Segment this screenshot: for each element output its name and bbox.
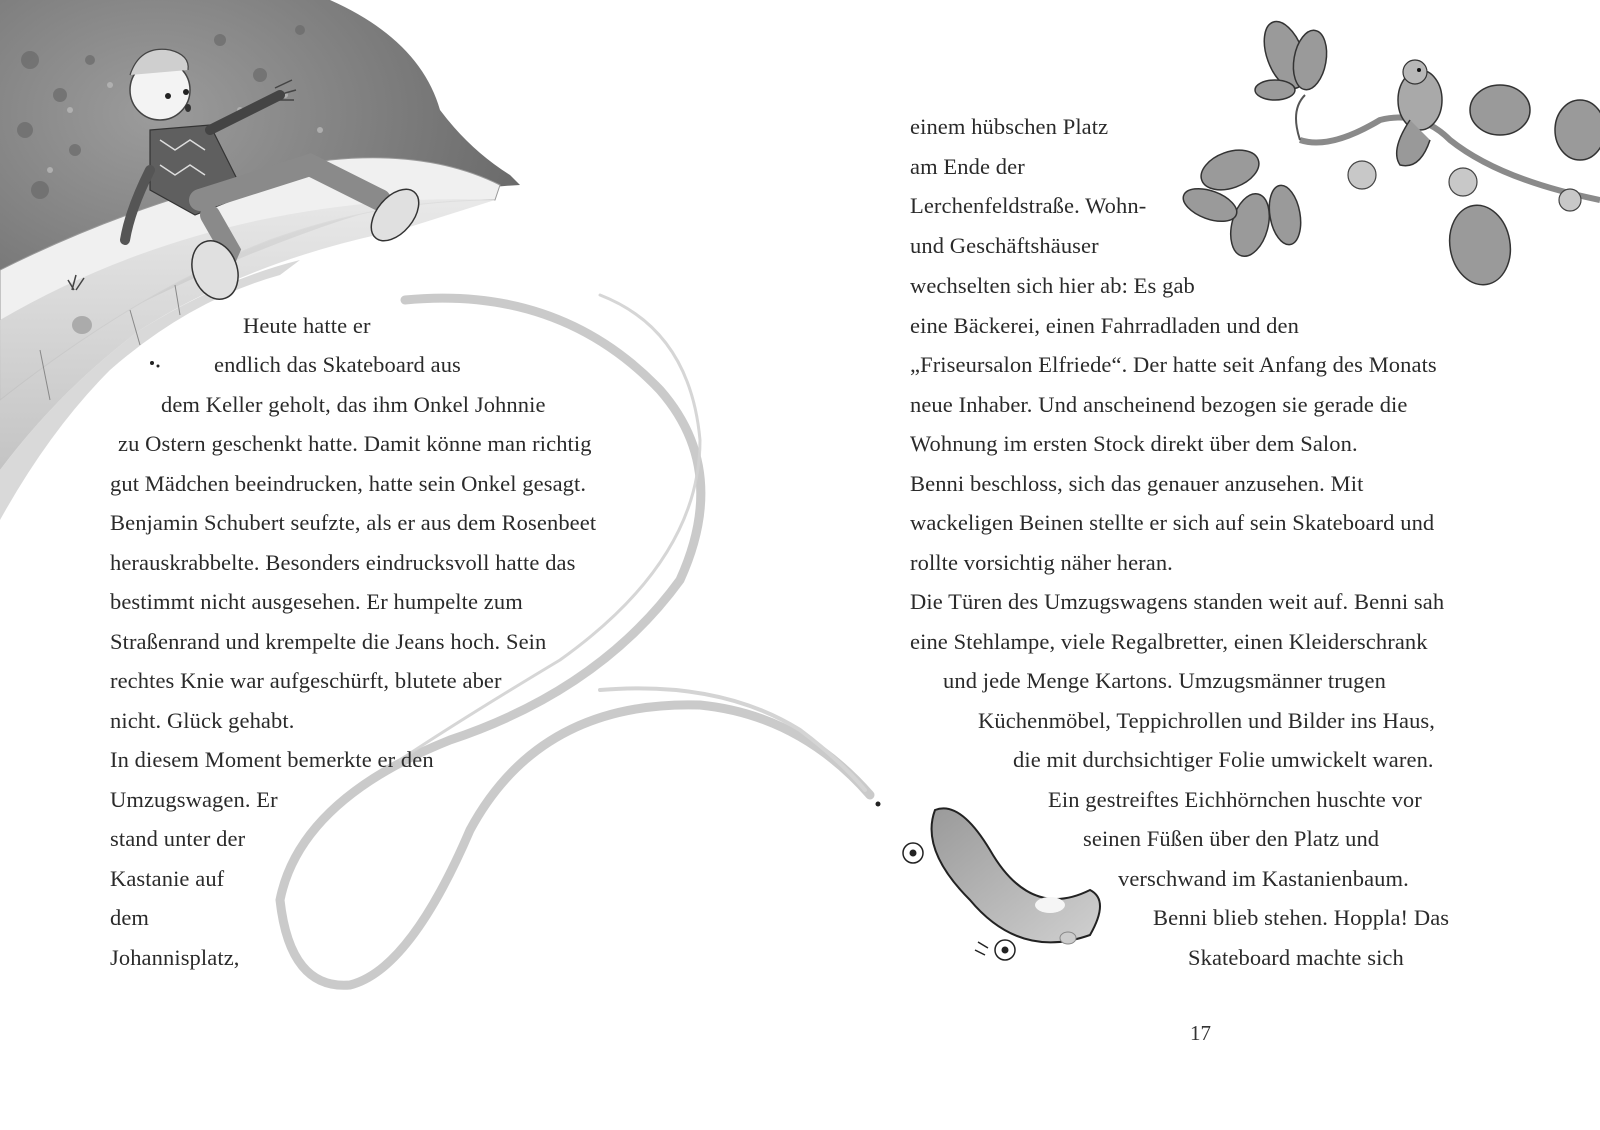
text-line: am Ende der [910, 154, 1025, 179]
text-line: In diesem Moment bemerkte er den [110, 747, 434, 772]
text-line: Die Türen des Umzugswagens standen weit auf. Benni sah [910, 589, 1445, 614]
page-number: 17 [1190, 1021, 1211, 1045]
text-line: nicht. Glück gehabt. [110, 708, 295, 733]
text-line: wackeligen Beinen stellte er sich auf sein Skateboard und [910, 510, 1435, 535]
text-line: gut Mädchen beeindrucken, hatte sein Onkel gesagt. [110, 471, 587, 496]
text-line: Skateboard machte sich [1188, 945, 1404, 970]
text-line: Wohnung im ersten Stock direkt über dem Salon. [910, 431, 1358, 456]
text-line: Straßenrand und krempelte die Jeans hoch. Sein [110, 629, 547, 654]
text-line: herauskrabbelte. Besonders eindrucksvoll hatte das [110, 550, 576, 575]
text-line: dem [110, 905, 150, 930]
text-line: dem Keller geholt, das ihm Onkel Johnnie [161, 392, 546, 417]
text-line: verschwand im Kastanienbaum. [1118, 866, 1409, 891]
text-line: Küchenmöbel, Teppichrollen und Bilder ins Haus, [978, 708, 1435, 733]
text-line: bestimmt nicht ausgesehen. Er humpelte zum [110, 589, 523, 614]
flying-skateboard-illustration [903, 808, 1100, 960]
text-line: Johannisplatz, [110, 945, 240, 970]
text-line: „Friseursalon Elfriede“. Der hatte seit Anfang des Monats [910, 352, 1437, 377]
text-line: eine Bäckerei, einen Fahrradladen und den [910, 313, 1299, 338]
text-line: Heute hatte er [243, 313, 371, 338]
text-line: Kastanie auf [110, 866, 225, 891]
text-line: neue Inhaber. Und anscheinend bezogen sie gerade die [910, 392, 1408, 417]
text-line: endlich das Skateboard aus [214, 352, 461, 377]
text-line: Benni beschloss, sich das genauer anzusehen. Mit [910, 471, 1364, 496]
text-line: rollte vorsichtig näher heran. [910, 550, 1173, 575]
text-line: Benjamin Schubert seufzte, als er aus dem Rosenbeet [110, 510, 597, 535]
text-line: seinen Füßen über den Platz und [1083, 826, 1380, 851]
text-line: einem hübschen Platz [910, 114, 1109, 139]
text-line: Umzugswagen. Er [110, 787, 278, 812]
squirrel-on-chestnut-branch-illustration [1179, 16, 1600, 290]
text-line: stand unter der [110, 826, 246, 851]
text-line: Lerchenfeldstraße. Wohn- [910, 193, 1147, 218]
text-line: Ein gestreiftes Eichhörnchen huschte vor [1048, 787, 1422, 812]
text-line: eine Stehlampe, viele Regalbretter, einen Kleiderschrank [910, 629, 1428, 654]
text-line: Benni blieb stehen. Hoppla! Das [1153, 905, 1450, 930]
text-line: und Geschäftshäuser [910, 233, 1099, 258]
text-line: rechtes Knie war aufgeschürft, blutete aber [110, 668, 502, 693]
text-line: und jede Menge Kartons. Umzugsmänner trugen [943, 668, 1386, 693]
text-line: die mit durchsichtiger Folie umwickelt waren. [1013, 747, 1434, 772]
text-line: wechselten sich hier ab: Es gab [910, 273, 1195, 298]
text-line: zu Ostern geschenkt hatte. Damit könne man richtig [118, 431, 592, 456]
